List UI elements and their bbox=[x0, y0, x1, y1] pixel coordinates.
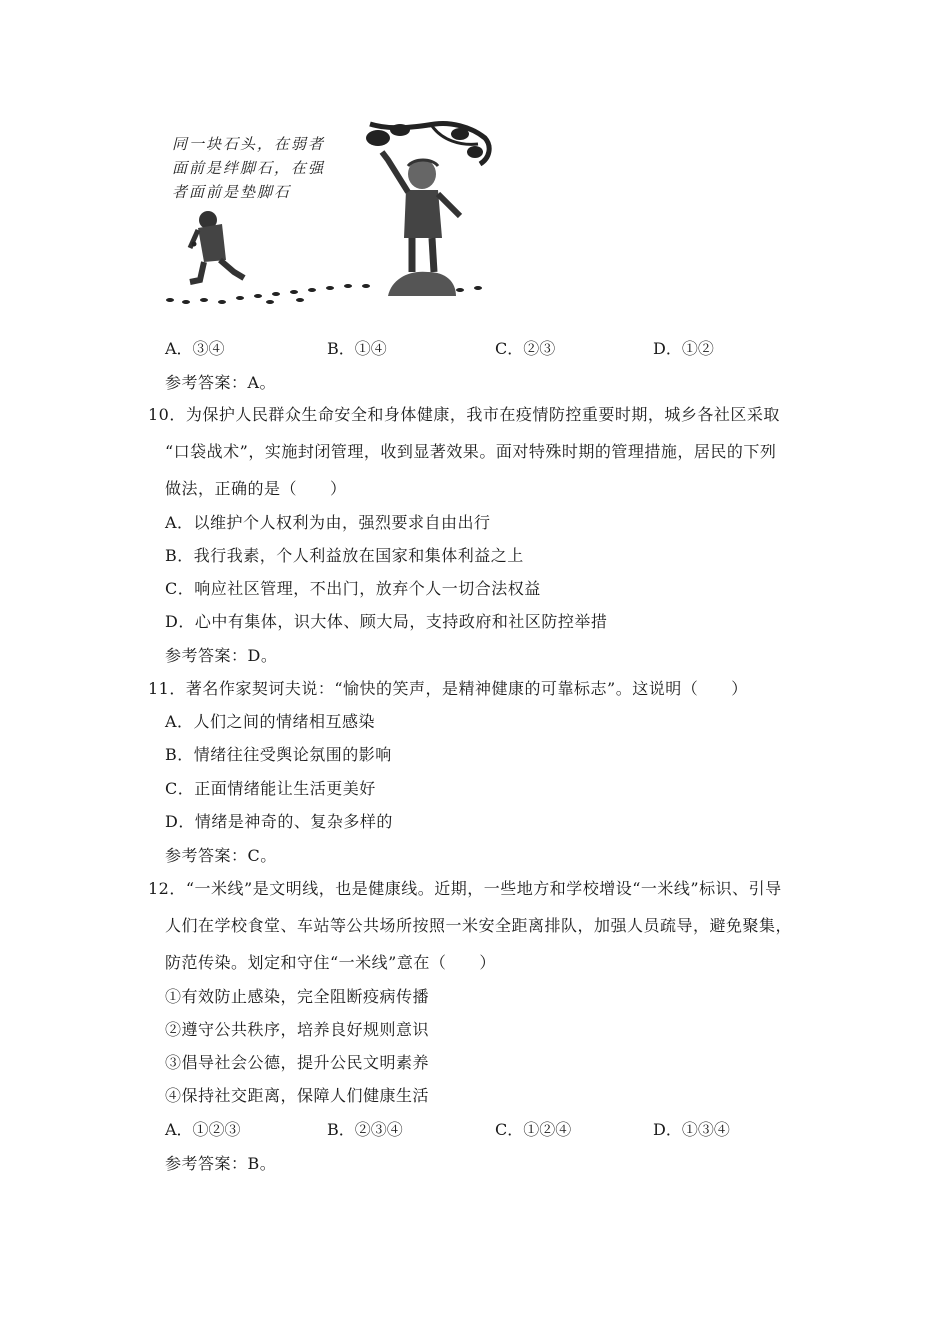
q12-statement: ④保持社交距离，保障人们健康生活 bbox=[165, 1086, 430, 1105]
q12-option-a: A．①②③ bbox=[165, 1120, 241, 1139]
q10-option-c: C．响应社区管理，不出门，放弃个人一切合法权益 bbox=[165, 579, 541, 598]
caption-line: 面前是绊脚石，在强 bbox=[172, 159, 326, 177]
q11-option-a: A．人们之间的情绪相互感染 bbox=[165, 712, 376, 731]
q12-option-b: B．②③④ bbox=[327, 1120, 403, 1139]
q9-option-c: C．②③ bbox=[495, 339, 556, 358]
q12-stem-line: 12．“一米线”是文明线，也是健康线。近期，一些地方和学校增设“一米线”标识、引导 bbox=[148, 879, 782, 898]
q9-option-a: A．③④ bbox=[165, 339, 225, 358]
q12-option-c: C．①②④ bbox=[495, 1120, 572, 1139]
q10-option-b: B．我行我素，个人利益放在国家和集体利益之上 bbox=[165, 546, 524, 565]
q11-answer: 参考答案：C。 bbox=[165, 846, 277, 865]
cartoon-caption bbox=[172, 132, 372, 204]
q10-stem-line: “口袋战术”，实施封闭管理，收到显著效果。面对特殊时期的管理措施，居民的下列 bbox=[165, 442, 777, 461]
q10-option-d: D．心中有集体，识大体、顾大局，支持政府和社区防控举措 bbox=[165, 612, 608, 631]
q9-option-b: B．①④ bbox=[327, 339, 387, 358]
q10-answer: 参考答案：D。 bbox=[165, 646, 278, 665]
q12-statement: ③倡导社会公德，提升公民文明素养 bbox=[165, 1053, 430, 1072]
q10-stem-line: 做法，正确的是（ ） bbox=[165, 479, 347, 498]
cartoon-figure bbox=[160, 120, 500, 312]
q11-option-c: C．正面情绪能让生活更美好 bbox=[165, 779, 376, 798]
q12-stem-line: 人们在学校食堂、车站等公共场所按照一米安全距离排队，加强人员疏导，避免聚集， bbox=[165, 916, 793, 935]
q10-stem-line: 10．为保护人民群众生命安全和身体健康，我市在疫情防控重要时期，城乡各社区采取 bbox=[148, 405, 780, 424]
q12-option-d: D．①③④ bbox=[653, 1120, 730, 1139]
q11-option-b: B．情绪往往受舆论氛围的影响 bbox=[165, 745, 392, 764]
q9-answer: 参考答案：A。 bbox=[165, 373, 277, 392]
q12-answer: 参考答案：B。 bbox=[165, 1154, 277, 1173]
q11-stem-line: 11．著名作家契诃夫说：“愉快的笑声，是精神健康的可靠标志”。这说明（ ） bbox=[148, 679, 748, 698]
caption-line: 同一块石头，在弱者 bbox=[172, 135, 326, 153]
q11-option-d: D．情绪是神奇的、复杂多样的 bbox=[165, 812, 393, 831]
q10-option-a: A．以维护个人权利为由，强烈要求自由出行 bbox=[165, 513, 491, 532]
q12-stem-line: 防范传染。划定和守住“一米线”意在（ ） bbox=[165, 953, 496, 972]
q12-statement: ②遵守公共秩序，培养良好规则意识 bbox=[165, 1020, 430, 1039]
q9-option-d: D．①② bbox=[653, 339, 714, 358]
caption-line: 者面前是垫脚石 bbox=[172, 183, 292, 201]
q12-statement: ①有效防止感染，完全阻断疫病传播 bbox=[165, 987, 430, 1006]
